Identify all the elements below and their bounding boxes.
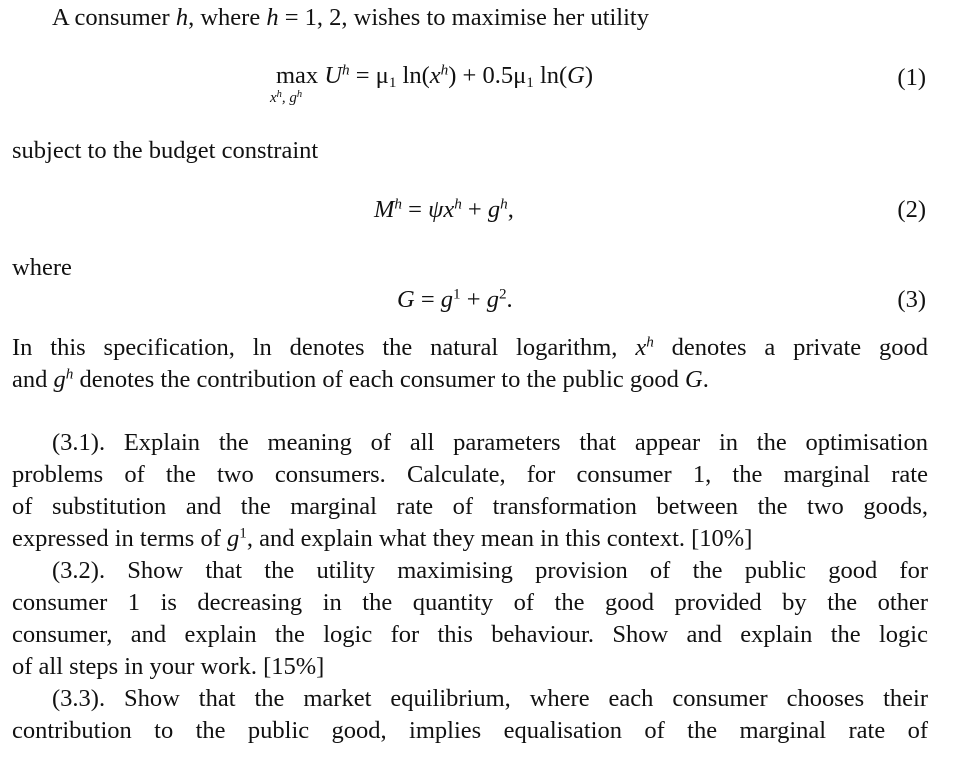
q31-line-1: (3.1). Explain the meaning of all parameters that appear in the optimisation <box>52 429 928 456</box>
eq3-number: (3) <box>897 286 926 313</box>
spec-l2-a: and <box>12 366 48 393</box>
eq2-eq: = <box>402 196 429 223</box>
spec-l2-g-sup: h <box>65 365 74 383</box>
q32-line-4: of all steps in your work. [15%] <box>12 653 325 680</box>
where-label: where <box>12 254 72 281</box>
q31-line-4 <box>12 524 753 552</box>
q31-l4-g-sup: 1 <box>239 524 247 542</box>
eq1-max-sub-g-sup: h <box>296 88 303 100</box>
eq2-M-sup: h <box>394 195 403 213</box>
eq1-ln-x: ln( <box>396 62 430 89</box>
q33-line-1: (3.3). Show that the market equilibrium, where each consumer chooses their <box>52 685 928 712</box>
eq3-g1: g <box>440 286 454 313</box>
eq1-mu-sub: 1 <box>388 73 397 91</box>
intro-h: h <box>175 4 189 31</box>
eq1-ln-G: ln( <box>533 62 568 89</box>
eq1-max-subscript <box>270 88 303 106</box>
eq3-g1-sup: 1 <box>453 285 461 303</box>
q33-line-2: contribution to the public good, implies equalisation of the marginal rate of <box>12 717 928 744</box>
eq2-plus: + <box>461 196 488 223</box>
q31-line-2: problems of the two consumers. Calculate, for consumer 1, the marginal rate <box>12 461 928 488</box>
eq2-x-sup: h <box>454 195 462 213</box>
eq2-comma: , <box>507 196 514 223</box>
q31-l4-g: g <box>227 525 240 552</box>
q32-line-3: consumer, and explain the logic for this behaviour. Show and explain the logic <box>12 621 928 648</box>
eq1-mid: ) + 0.5μ <box>448 62 527 89</box>
intro-line <box>52 6 649 31</box>
eq1-end: ) <box>584 62 594 89</box>
eq1-x: x <box>429 62 441 89</box>
equation-2 <box>374 195 514 223</box>
spec-l1-a: In this specification, ln denotes the natural logarithm, <box>12 334 618 361</box>
equation-3 <box>397 285 513 313</box>
subject-text: subject to the budget constraint <box>12 137 319 164</box>
eq2-x: x <box>443 196 455 223</box>
eq1-G: G <box>567 62 585 89</box>
q31-l4-a: expressed in terms of <box>12 525 221 552</box>
spec-line-2 <box>12 365 709 393</box>
eq1-max-sub-x-sup: h <box>276 88 282 100</box>
eq3-G: G <box>397 286 415 313</box>
q31-l4-b: , and explain what they mean in this context. [10%] <box>246 525 753 552</box>
eq1-U: U <box>324 62 343 89</box>
spec-l2-dot: . <box>702 366 709 393</box>
eq1-number: (1) <box>897 64 926 91</box>
eq1-U-sup: h <box>342 61 350 79</box>
spec-l2-g: g <box>53 366 66 393</box>
eq1-rhs-start: = μ <box>355 62 389 89</box>
spec-l2-G: G <box>685 366 703 393</box>
eq1-max-sub-x: x <box>270 90 277 106</box>
eq1-max: max <box>276 62 319 89</box>
spec-l1-x: x <box>635 334 647 361</box>
spec-line-1 <box>12 333 929 361</box>
eq3-dot: . <box>506 286 513 313</box>
eq2-psi: ψ <box>428 196 444 223</box>
intro-h-var: h <box>266 4 279 31</box>
q32-line-2: consumer 1 is decreasing in the quantity of the good provided by the other <box>12 589 928 616</box>
intro-lead: A consumer <box>52 4 170 31</box>
eq2-number: (2) <box>897 196 926 223</box>
q31-line-3: of substitution and the marginal rate of transformation between the two goods, <box>12 493 928 520</box>
spec-l1-b: denotes a private good <box>671 334 929 361</box>
eq1-mu2-sub: 1 <box>526 73 534 91</box>
eq3-g2: g <box>486 286 499 313</box>
eq1-x-sup: h <box>440 61 449 79</box>
equation-1 <box>276 61 594 91</box>
eq3-plus: + <box>460 286 487 313</box>
eq3-g2-sup: 2 <box>498 285 507 303</box>
eq1-max-sub-g: , g <box>281 90 297 106</box>
eq2-g: g <box>487 196 501 223</box>
spec-l1-x-sup: h <box>646 333 654 351</box>
intro-values: = 1, 2, wishes to maximise her utility <box>284 4 649 31</box>
q32-line-1: (3.2). Show that the utility maximising provision of the public good for <box>52 557 928 584</box>
eq2-g-sup: h <box>500 195 508 213</box>
eq3-eq: = <box>414 286 441 313</box>
spec-l2-b: denotes the contribution of each consumer to the public good <box>79 366 679 393</box>
eq2-M: M <box>374 196 395 223</box>
intro-where: , where <box>188 4 261 31</box>
